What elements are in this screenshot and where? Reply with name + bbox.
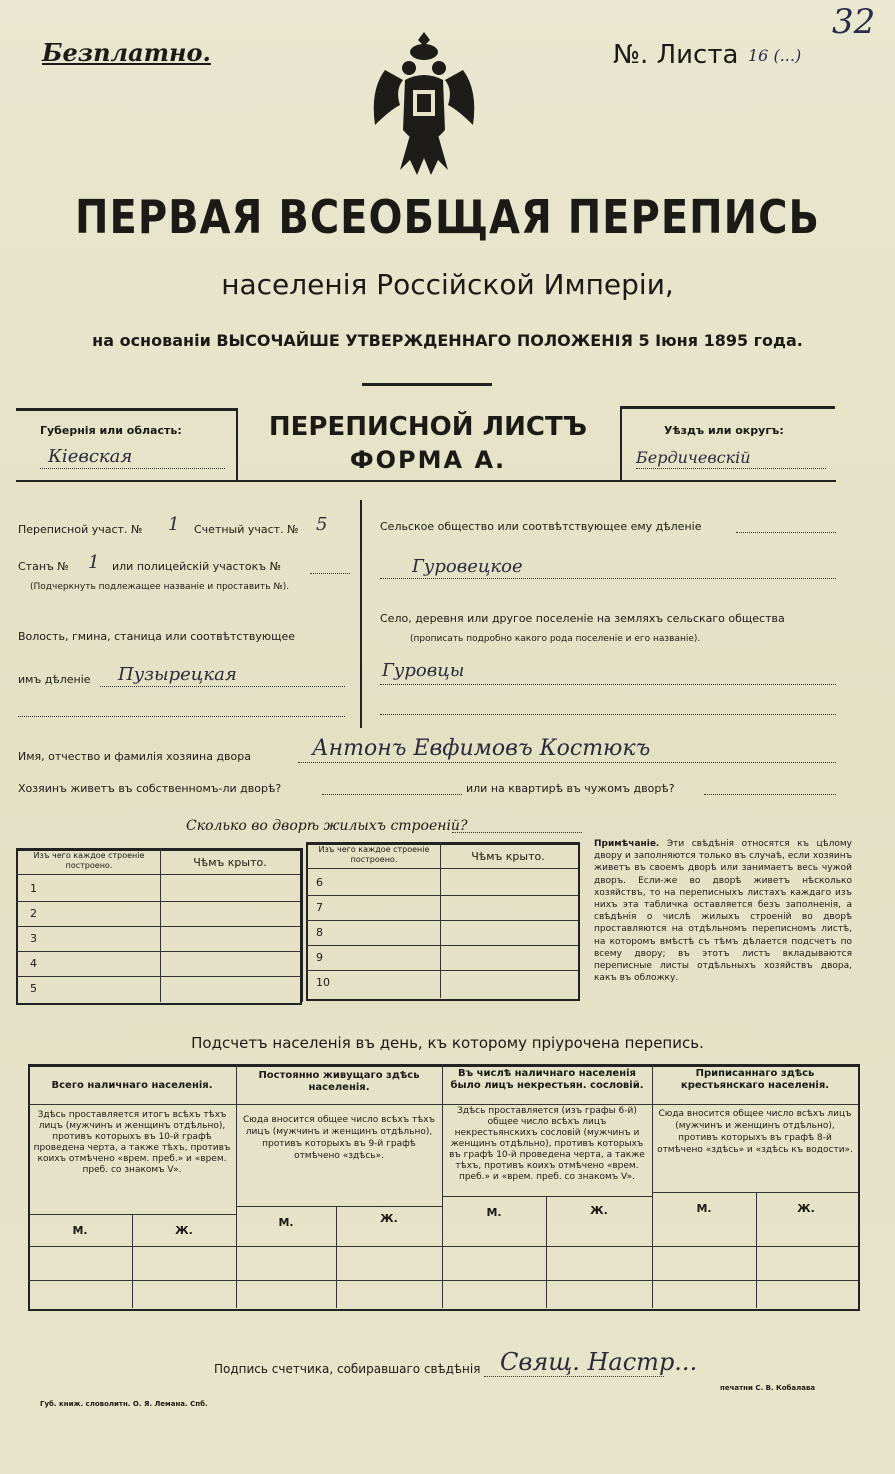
left-row-divider <box>16 926 300 927</box>
left-row-divider <box>16 901 300 902</box>
basis-line: на основаніи ВЫСОЧАЙШЕ УТВЕРЖДЕННАГО ПОЛОЖЕНІЯ 5 Іюня 1895 года. <box>92 331 803 350</box>
summary-table <box>28 1064 860 1311</box>
summary-title: Подсчетъ населенія въ день, къ которому пріурочена перепись. <box>191 1034 704 1052</box>
right-row-number: 9 <box>316 951 323 964</box>
left-row-number: 4 <box>30 957 37 970</box>
right-row-number: 8 <box>316 926 323 939</box>
summary-col1-m: М. <box>72 1224 88 1237</box>
summary-col2-zh: Ж. <box>380 1212 398 1225</box>
census-section-value: 1 <box>168 514 180 535</box>
right-row-divider <box>306 895 578 896</box>
summary-col1-zh: Ж. <box>175 1224 193 1237</box>
form-type: ФОРМА А. <box>349 446 507 474</box>
volost-value: Пузырецкая <box>118 664 237 685</box>
right-row-number: 7 <box>316 901 323 914</box>
volost-label: Волость, гмина, станица или соотвѣтствующее <box>18 630 296 643</box>
summary-col1-text: Здѣсь проставляется итогъ всѣхъ тѣхъ лицъ (мужчинъ и женщинъ отдѣльно), противъ которыхъ въ 10-й графѣ проведена черта, а также тѣхъ, противъ коихъ отмѣчено «врем. преб.» и «врем. преб. со знакомъ V». <box>33 1110 231 1175</box>
stan-value: 1 <box>88 552 100 573</box>
right-row-number: 6 <box>316 876 323 889</box>
stan-label: Станъ № <box>18 560 69 573</box>
count-section-label: Счетный участ. № <box>194 523 299 536</box>
village-note: (прописать подробно какого рода поселеніе и его названіе). <box>410 634 701 644</box>
top-rule-left <box>16 408 236 411</box>
left-row-number: 2 <box>30 907 37 920</box>
sheet-no-value: 16 (...) <box>748 46 802 65</box>
sheet-no-label: №. Листа <box>613 40 739 70</box>
left-row-number: 3 <box>30 932 37 945</box>
census-section-label: Переписной участ. № <box>18 523 143 536</box>
gubernia-label: Губернія или область: <box>40 424 182 437</box>
note-title: Примѣчаніе. <box>594 839 660 849</box>
buildings-table-right <box>306 842 580 1001</box>
society-value: Гуровецкое <box>412 556 523 577</box>
sub-title: населенія Россійской Имперіи, <box>221 268 674 301</box>
free-label: Безплатно. <box>42 38 211 67</box>
note-block <box>594 838 852 984</box>
volost-label-2: имъ дѣленіе <box>18 673 91 686</box>
summary-col2-head: Постоянно живущаго здѣсь населенія. <box>258 1070 420 1093</box>
summary-col1-head: Всего наличнаго населенія. <box>51 1080 213 1091</box>
right-row-divider <box>306 945 578 946</box>
buildings-label: Сколько во дворѣ жилыхъ строеній? <box>186 818 468 834</box>
summary-col4-zh: Ж. <box>797 1202 815 1215</box>
summary-col4-m: М. <box>696 1202 712 1215</box>
owner-rent-label: или на квартирѣ въ чужомъ дворѣ? <box>466 782 675 795</box>
village-value: Гуровцы <box>382 660 465 681</box>
signature-label: Подпись счетчика, собиравшаго свѣдѣнія <box>214 1362 481 1376</box>
right-row-divider <box>306 920 578 921</box>
footer-right: печатни С. В. Кобалава <box>720 1384 816 1392</box>
owner-name-value: Антонъ Евфимовъ Костюкъ <box>312 736 651 761</box>
left-row-number: 1 <box>30 882 37 895</box>
right-row-number: 10 <box>316 976 330 989</box>
uezd-value: Бердичевскій <box>636 448 751 467</box>
owner-name-label: Имя, отчество и фамилія хозяина двора <box>18 750 251 763</box>
buildings-col2-left: Чѣмъ крыто. <box>193 856 267 869</box>
buildings-col1-right: Изъ чего каждое строеніе построено. <box>318 845 430 864</box>
village-label: Село, деревня или другое поселеніе на земляхъ сельскаго общества <box>380 612 785 625</box>
summary-col3-zh: Ж. <box>590 1204 608 1217</box>
count-section-value: 5 <box>316 514 328 535</box>
uezd-label: Уѣздъ или округъ: <box>664 424 784 437</box>
left-row-number: 5 <box>30 982 37 995</box>
note-text: Эти свѣдѣнія относятся къ цѣлому двору и заполняются только въ случаѣ, если хозяинъ живетъ въ своемъ дворѣ или занимаетъ весь чужой дворъ. Если-же во дворѣ живетъ нѣсколько хозяйствъ, то на переписныхъ листахъ каждаго изъ нихъ эта табличка оставляется безъ заполненія, а свѣдѣнія о числѣ жилыхъ строеній во дворѣ проставляются на отдѣльномъ переписномъ листѣ, на которомъ вмѣстѣ съ тѣмъ дѣлается подсчетъ по всему двору; въ этотъ листъ вкладываются переписные листы отдѣльныхъ хозяйствъ двора, какъ въ обложку. <box>594 839 852 984</box>
box-bottom-rule <box>16 480 836 482</box>
box-divider-right <box>620 406 622 480</box>
top-rule-right <box>620 406 835 409</box>
summary-col3-text: Здѣсь проставляется (изъ графы 6-й) общее число всѣхъ лицъ некрестьянскихъ сословій (мужчинъ и женщинъ отдѣльно), противъ которыхъ въ графѣ 10-й проведена черта, а также тѣхъ, противъ коихъ отмѣчено «врем. преб.» и «врем. преб. со знакомъ V». <box>449 1106 645 1182</box>
summary-col3-head: Въ числѣ наличнаго населенія было лицъ некрестьян. сословій. <box>450 1068 644 1091</box>
gubernia-value: Кіевская <box>48 446 133 467</box>
summary-col4-head: Приписаннаго здѣсь крестьянскаго населенія. <box>680 1068 830 1091</box>
footer-left: Губ. книж. словолитн. О. Я. Лемана. Спб. <box>40 1400 208 1408</box>
ornament-divider <box>362 383 492 386</box>
fields-divider <box>360 500 362 728</box>
imperial-eagle-emblem <box>365 30 483 180</box>
main-title: ПЕРВАЯ ВСЕОБЩАЯ ПЕРЕПИСЬ <box>75 191 820 245</box>
form-name: ПЕРЕПИСНОЙ ЛИСТЪ <box>268 412 588 442</box>
signature-value: Свящ. Настр... <box>500 1348 698 1376</box>
police-label: или полицейскій участокъ № <box>112 560 282 573</box>
underline-note: (Подчеркнуть подлежащее названіе и проставить №). <box>30 582 290 592</box>
summary-col2-m: М. <box>278 1216 294 1229</box>
left-row-divider <box>16 976 300 977</box>
corner-number: 32 <box>832 2 876 42</box>
buildings-col2-right: Чѣмъ крыто. <box>471 850 545 863</box>
summary-col2-text: Сюда вносится общее число всѣхъ тѣхъ лицъ (мужчинъ и женщинъ отдѣльно), противъ которыхъ въ 9-й графѣ отмѣчено «здѣсь». <box>243 1115 435 1161</box>
owner-lives-label: Хозяинъ живетъ въ собственномъ-ли дворѣ? <box>18 782 282 795</box>
society-label: Сельское общество или соотвѣтствующее ему дѣленіе <box>380 520 702 533</box>
buildings-col1-left: Изъ чего каждое строеніе построено. <box>33 851 145 870</box>
summary-col3-m: М. <box>486 1206 502 1219</box>
summary-col4-text: Сюда вносится общее число всѣхъ лицъ (мужчинъ и женщинъ отдѣльно), противъ которыхъ въ графѣ 8-й отмѣчено «здѣсь» и «здѣсь къ водости». <box>657 1109 853 1155</box>
right-row-divider <box>306 970 578 971</box>
left-row-divider <box>16 951 300 952</box>
